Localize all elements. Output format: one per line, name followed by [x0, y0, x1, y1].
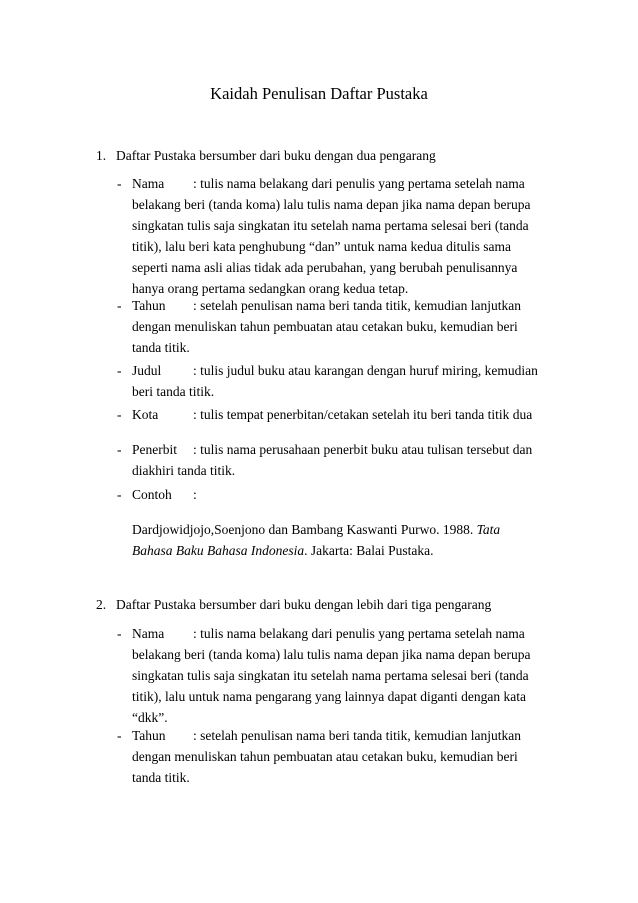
item-text: : tulis tempat penerbitan/cetakan setelah itu beri tanda titik dua: [193, 407, 533, 422]
item-text: dengan menuliskan tahun pembuatan atau cetakan buku, kemudian beri: [132, 319, 518, 334]
item-text: diakhiri tanda titik.: [132, 463, 236, 478]
item-text: beri tanda titik.: [132, 384, 215, 399]
item-text: : setelah penulisan nama beri tanda titik, kemudian lanjutkan: [193, 298, 522, 313]
item-label: Tahun: [132, 298, 166, 313]
item-label: Nama: [132, 626, 165, 641]
item-text: hanya orang pertama sedangkan orang kedua tetap.: [132, 281, 409, 296]
item-text: : setelah penulisan nama beri tanda titik, kemudian lanjutkan: [193, 728, 522, 743]
item-text: belakang beri (tanda koma) lalu tulis nama depan jika nama depan berupa: [132, 197, 531, 212]
bullet-dash: -: [117, 442, 122, 457]
item-text: dengan menuliskan tahun pembuatan atau cetakan buku, kemudian beri: [132, 749, 518, 764]
bullet-dash: -: [117, 363, 122, 378]
section-heading-text: Daftar Pustaka bersumber dari buku dengan dua pengarang: [116, 148, 436, 163]
citation-title: Tata: [476, 522, 501, 537]
bullet-dash: -: [117, 728, 122, 743]
item-text: tanda titik.: [132, 770, 190, 785]
section-number: 1.: [96, 148, 107, 163]
item-text: :: [193, 487, 197, 502]
item-text: : tulis nama belakang dari penulis yang pertama setelah nama: [193, 176, 525, 191]
citation-text: Dardjowidjojo,Soenjono dan Bambang Kaswanti Purwo. 1988.: [132, 522, 477, 537]
section-number: 2.: [96, 597, 107, 612]
item-text: singkatan tulis saja singkatan itu setelah nama pertama selesai beri (tanda: [132, 668, 529, 683]
item-text: : tulis nama belakang dari penulis yang pertama setelah nama: [193, 626, 525, 641]
item-label: Penerbit: [132, 442, 177, 457]
citation-title: Bahasa Baku Bahasa Indonesia: [132, 543, 305, 558]
item-label: Kota: [132, 407, 159, 422]
item-text: singkatan tulis saja singkatan itu setelah nama pertama selesai beri (tanda: [132, 218, 529, 233]
bullet-dash: -: [117, 407, 122, 422]
bullet-dash: -: [117, 626, 122, 641]
bullet-dash: -: [117, 298, 122, 313]
item-text: seperti nama asli alias tidak ada perubahan, yang berubah penulisannya: [132, 260, 518, 275]
item-text: belakang beri (tanda koma) lalu tulis nama depan jika nama depan berupa: [132, 647, 531, 662]
item-label: Tahun: [132, 728, 166, 743]
citation-text: . Jakarta: Balai Pustaka.: [304, 543, 434, 558]
section-heading-text: Daftar Pustaka bersumber dari buku dengan lebih dari tiga pengarang: [116, 597, 492, 612]
bullet-dash: -: [117, 176, 122, 191]
item-label: Contoh: [132, 487, 172, 502]
item-text: : tulis nama perusahaan penerbit buku atau tulisan tersebut dan: [193, 442, 533, 457]
item-label: Nama: [132, 176, 165, 191]
item-text: “dkk”.: [132, 710, 168, 725]
item-text: tanda titik.: [132, 340, 190, 355]
item-text: : tulis judul buku atau karangan dengan huruf miring, kemudian: [193, 363, 538, 378]
item-label: Judul: [132, 363, 162, 378]
bullet-dash: -: [117, 487, 122, 502]
page-title: Kaidah Penulisan Daftar Pustaka: [210, 84, 428, 103]
item-text: titik), lalu beri kata penghubung “dan” untuk nama kedua ditulis sama: [132, 239, 512, 254]
item-text: titik), lalu untuk nama pengarang yang lainnya dapat diganti dengan kata: [132, 689, 526, 704]
